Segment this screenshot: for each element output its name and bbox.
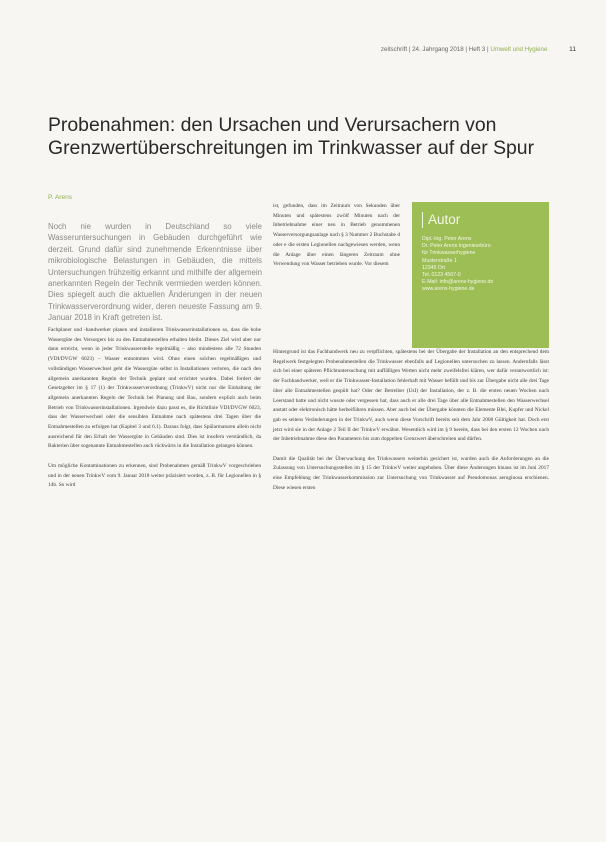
author-box-heading: Autor (422, 212, 539, 228)
author-info-box (412, 202, 549, 348)
running-head (0, 46, 576, 53)
body-column-right-top (273, 202, 400, 280)
author-box-line: Musterstraße 1 (422, 257, 457, 264)
article-title: Probenahmen: den Ursachen und Verursachern von Grenzwertüberschreitungen im Trinkwasser auf der Spur (48, 114, 535, 159)
author-box-line: 12345 Ort (422, 264, 446, 271)
body-paragraph: Fachplaner und -handwerker planen und installieren Trinkwasserinstallationen so, dass die hohe Wassergüte des Versorgers bis zu den Entnahmestellen erhalten bleibt. Dieses Ziel wird aber nur dann erreicht, wenn in jeder Trinkwasserstelle regelmäßig – also mindestens alle 72 Stunden (VDI/DVGW 6023) – Wasser entnommen wird. Ohne einen solchen regelmäßigen und vollständigen Wasserwechsel geht die Wassergüte selbst in Installationen verloren, die nach den allgemein anerkannten Regeln der Technik geplant und errichtet wurden. Dabei fordert der Gesetzgeber im § 17 (1) der Trinkwasserverordnung (TrinkwV) nicht nur die Einhaltung der allgemein anerkannten Regeln der Technik bei Planung und Bau, sondern explizit auch beim Betrieb von Trinkwasserinstallationen. Irgendwie dazu passt es, die Richtlinie VDI/DVGW 6023, dass der Wasserwechsel oder die sensiblen Entnahme nach spätestens drei Tagen über die Entnahmestellen zu erfolgen hat (Kapitel 3 und 6.1). Daraus folgt, dass Spülarmaturen allein nicht ausreichend für den Erhalt der Wassergüte in Gebäuden sind. Dies ist insofern verständlich, da Bakterien über sogenannte Entnahmestellen auch rückwärts in die Installation gelangen können. (48, 327, 261, 450)
body-paragraph: Damit die Qualität bei der Überwachung des Trinkwassers weiterhin gesichert ist, wurden auch die Anforderungen an die Zulassung von Untersuchungsstellen im § 15 der TrinkwV weiter angehoben. Über diese Änderungen hinaus ist im Juni 2017 eine Empfehlung der Trinkwasserkommission zur Untersuchung von Trinkwasser auf Pseudomonas aeruginosa erschienen. Diese wiesen ersten (273, 455, 549, 491)
author-box-line: Dipl.-Ing. Peter Arens (422, 236, 472, 242)
author-box-line: E-Mail: info@arens-hygiene.de (422, 279, 494, 286)
article-author: P. Arens (48, 194, 73, 201)
article-intro: Noch nie wurden in Deutschland so viele Wasseruntersuchungen in Gebäuden durchgeführt wie derzeit. Grund dafür sind zunehmende Erkenntnisse über mikrobiologische Belastungen in Gebäuden, die mittels Untersuchungen frühzeitig erkannt und mithilfe der allgemein anerkannten Regeln der Technik vermieden werden können. Dies spiegelt auch die aktuellen Änderungen in der neuen Trinkwasserverordnung wider, deren neueste Fassung am 9. Januar 2018 in Kraft getreten ist. (48, 222, 262, 323)
body-column-left (48, 326, 261, 501)
author-box-line: Tel. 0123 4567-0 (422, 272, 461, 279)
author-box-line: www.arens-hygiene.de (422, 286, 475, 293)
body-paragraph: Hintergrund ist das Fachhandwerk neu zu verpflichten, spätestens bei der Übergabe der Installation an den entsprechend dem Regelwerk festgelegten Probenahmestellen die Trinkwasser ebenfalls auf Legionellen untersuchen zu lassen. Andernfalls lässt sich bei einer späteren Pflichtuntersuchung mit auffälligen Werten nicht mehr zweifelsfrei klären, wer dafür verantwortlich ist: der Fachhandwerker, weil er die Trinkwasser-Installation fehlerhaft mit Wasser befüllt und bis zur Übergabe nicht alle drei Tage über alle Entnahmestellen gespült hat? Oder der Betreiber (UsI) der Installation, der z. B. die ersten neuen Wochen nach Leerstand hatte und nicht wusste oder vergessen hat, dass auch er alle drei Tage über alle Entnahmestellen den Wasserwechsel anstatt oder elektronisch hätte herbeiführen müssen. Aber auch bei der Übergabe könnten die Elemente Blei, Kupfer und Nickel gab es seitens Veränderungen in der TrinkwV, auch wenn diese Vorschrift bereits seit dem Jahr 2008 Gültigkeit hat. Doch erst jetzt wird sie in der Anlage 2 Teil II der TrinkwV erwähnt. Wesentlich wird im § 9 bereits, dass bei den ersten 12 Wochen nach der Inbetriebnahme diese den Parametern bis zum doppelten Grenzwert überschreiten und dürfen. (273, 349, 549, 443)
author-box-line: für Trinkwasserhygiene (422, 250, 476, 257)
body-paragraph: ist, gefunden, dass im Zeitraum von Sekunden über Minuten und spätestens zwölf Minuten nach der Inbetriebnahme einer neu in Betrieb genommenen Wasserversorgungsanlage nach § 3 Nummer 2 Buchstabe d oder e die ersten Legionellen nachgewiesen werden, wenn die Anlage über einen längeren Zeitraum ohne Verwendung von Wasser betrieben wurde. Vor diesem (273, 203, 400, 268)
section-label: Umwelt und Hygiene (490, 46, 548, 53)
body-column-right-bottom (273, 348, 549, 503)
running-head-text: zeitschrift | 24. Jahrgang 2018 | Heft 3 | (380, 46, 489, 53)
page-number: 11 (569, 46, 576, 53)
author-box-line: Dr. Peter Arens Ingenieurbüro (422, 243, 491, 250)
body-paragraph: Um mögliche Kontaminationen zu erkennen, sind Probenahmen gemäß TrinkwV vorgeschrieben und in der neuen TrinkwV vom 9. Januar 2018 weiter präzisiert worden, z. B. für Legionellen in § 14b. So wird (48, 462, 261, 489)
